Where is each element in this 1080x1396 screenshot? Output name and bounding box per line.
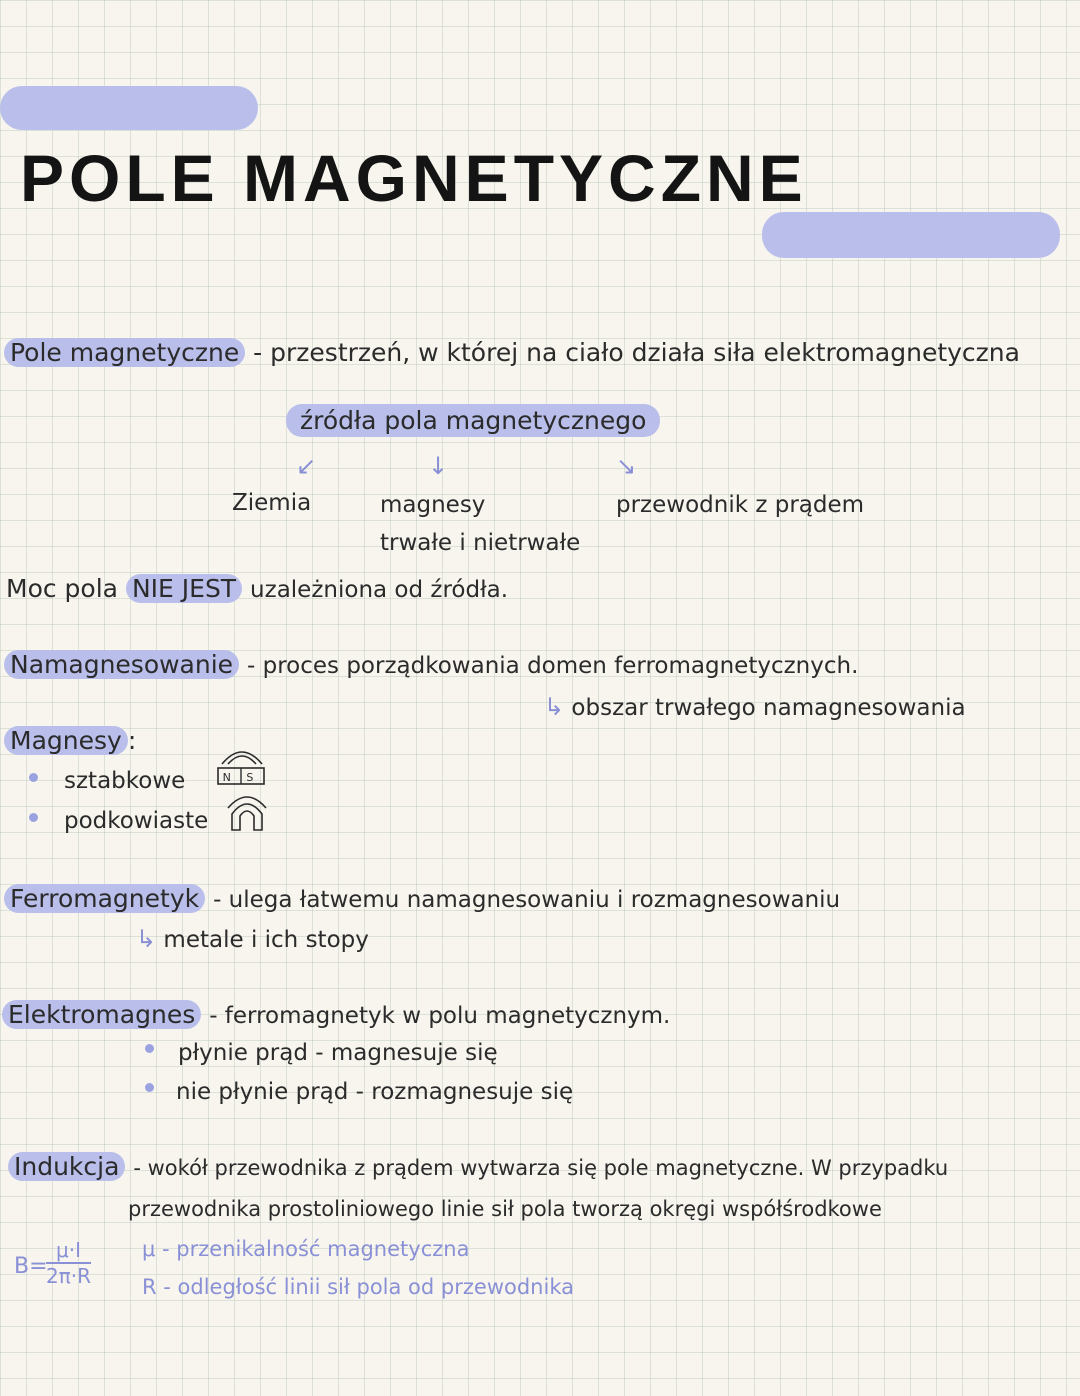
elektromagnes-item-2: nie płynie prąd - rozmagnesuje się <box>176 1079 574 1105</box>
definition-line <box>4 336 1020 370</box>
bar-magnet-icon <box>214 740 270 788</box>
bullet-icon <box>29 813 38 822</box>
magnes-podkowiaste: podkowiaste <box>64 808 209 834</box>
arrow-down-left-icon: ↙ <box>296 452 317 480</box>
source-przewodnik: przewodnik z prądem <box>616 492 865 518</box>
namagnesowanie-sub: obszar trwałego namagnesowania <box>571 695 966 721</box>
magnes-sztabkowe: sztabkowe <box>64 768 186 794</box>
indukcja-text-2: przewodnika prostoliniowego linie sił pola tworzą okręgi współśrodkowe <box>128 1197 882 1221</box>
definition-term: Pole magnetyczne <box>4 338 245 367</box>
indukcja-term: Indukcja <box>8 1152 125 1181</box>
ferromagnetyk-sub: metale i ich stopy <box>163 927 369 953</box>
namagnesowanie-line <box>4 648 858 683</box>
ferromagnetyk-term: Ferromagnetyk <box>4 884 205 913</box>
definition-text: - przestrzeń, w której na ciało działa siła elektromagnetyczna <box>253 338 1020 367</box>
sources-heading: źródła pola magnetycznego <box>286 404 660 437</box>
formula-fraction <box>46 1238 91 1288</box>
ferromagnetyk-line <box>4 882 840 917</box>
moc-before: Moc pola <box>6 574 118 603</box>
moc-after: uzależniona od źródła. <box>250 577 509 603</box>
namagnesowanie-term: Namagnesowanie <box>4 650 239 679</box>
moc-highlight: NIE JEST <box>126 574 242 603</box>
sub-arrow-icon: ↳ <box>136 925 157 953</box>
magnesy-term: Magnesy <box>4 726 128 755</box>
legend-r: R - odległość linii sił pola od przewodnika <box>142 1275 574 1299</box>
elektromagnes-item-1: płynie prąd - magnesuje się <box>178 1040 498 1066</box>
moc-line <box>6 572 508 607</box>
indukcja-line-1 <box>8 1150 948 1185</box>
formula-numerator: μ·I <box>46 1238 91 1264</box>
sub-arrow-icon: ↳ <box>544 693 565 721</box>
bar-magnet-label: N S <box>222 771 260 784</box>
magnesy-colon: : <box>127 726 137 755</box>
sources-heading-wrap <box>286 404 660 438</box>
page-title: POLE MAGNETYCZNE <box>20 141 808 215</box>
bullet-icon <box>145 1083 154 1092</box>
decor-pill-right <box>762 212 1060 258</box>
elektromagnes-text: - ferromagnetyk w polu magnetycznym. <box>209 1003 671 1029</box>
ferromagnetyk-sub-line <box>136 922 369 957</box>
horseshoe-magnet-icon <box>222 788 272 832</box>
namagnesowanie-text: - proces porządkowania domen ferromagnetycznych. <box>247 653 859 679</box>
decor-pill-top-left <box>0 86 258 130</box>
source-magnesy-sub: trwałe i nietrwałe <box>380 530 581 556</box>
elektromagnes-line <box>2 998 670 1033</box>
indukcja-text-1: - wokół przewodnika z prądem wytwarza się pole magnetyczne. W przypadku <box>133 1156 949 1180</box>
source-ziemia: Ziemia <box>232 490 312 516</box>
bullet-icon <box>29 773 38 782</box>
formula-denominator: 2π·R <box>46 1264 92 1288</box>
namagnesowanie-sub-line <box>544 690 966 725</box>
elektromagnes-term: Elektromagnes <box>2 1000 201 1029</box>
ferromagnetyk-text: - ulega łatwemu namagnesowaniu i rozmagnesowaniu <box>213 887 841 913</box>
arrow-down-icon: ↓ <box>428 452 449 480</box>
magnesy-heading-line <box>4 724 136 758</box>
formula-lhs: B= <box>14 1254 48 1279</box>
bullet-icon <box>145 1044 154 1053</box>
arrow-down-right-icon: ↘ <box>616 452 637 480</box>
source-magnesy: magnesy <box>380 492 486 518</box>
legend-mu: μ - przenikalność magnetyczna <box>142 1237 470 1261</box>
